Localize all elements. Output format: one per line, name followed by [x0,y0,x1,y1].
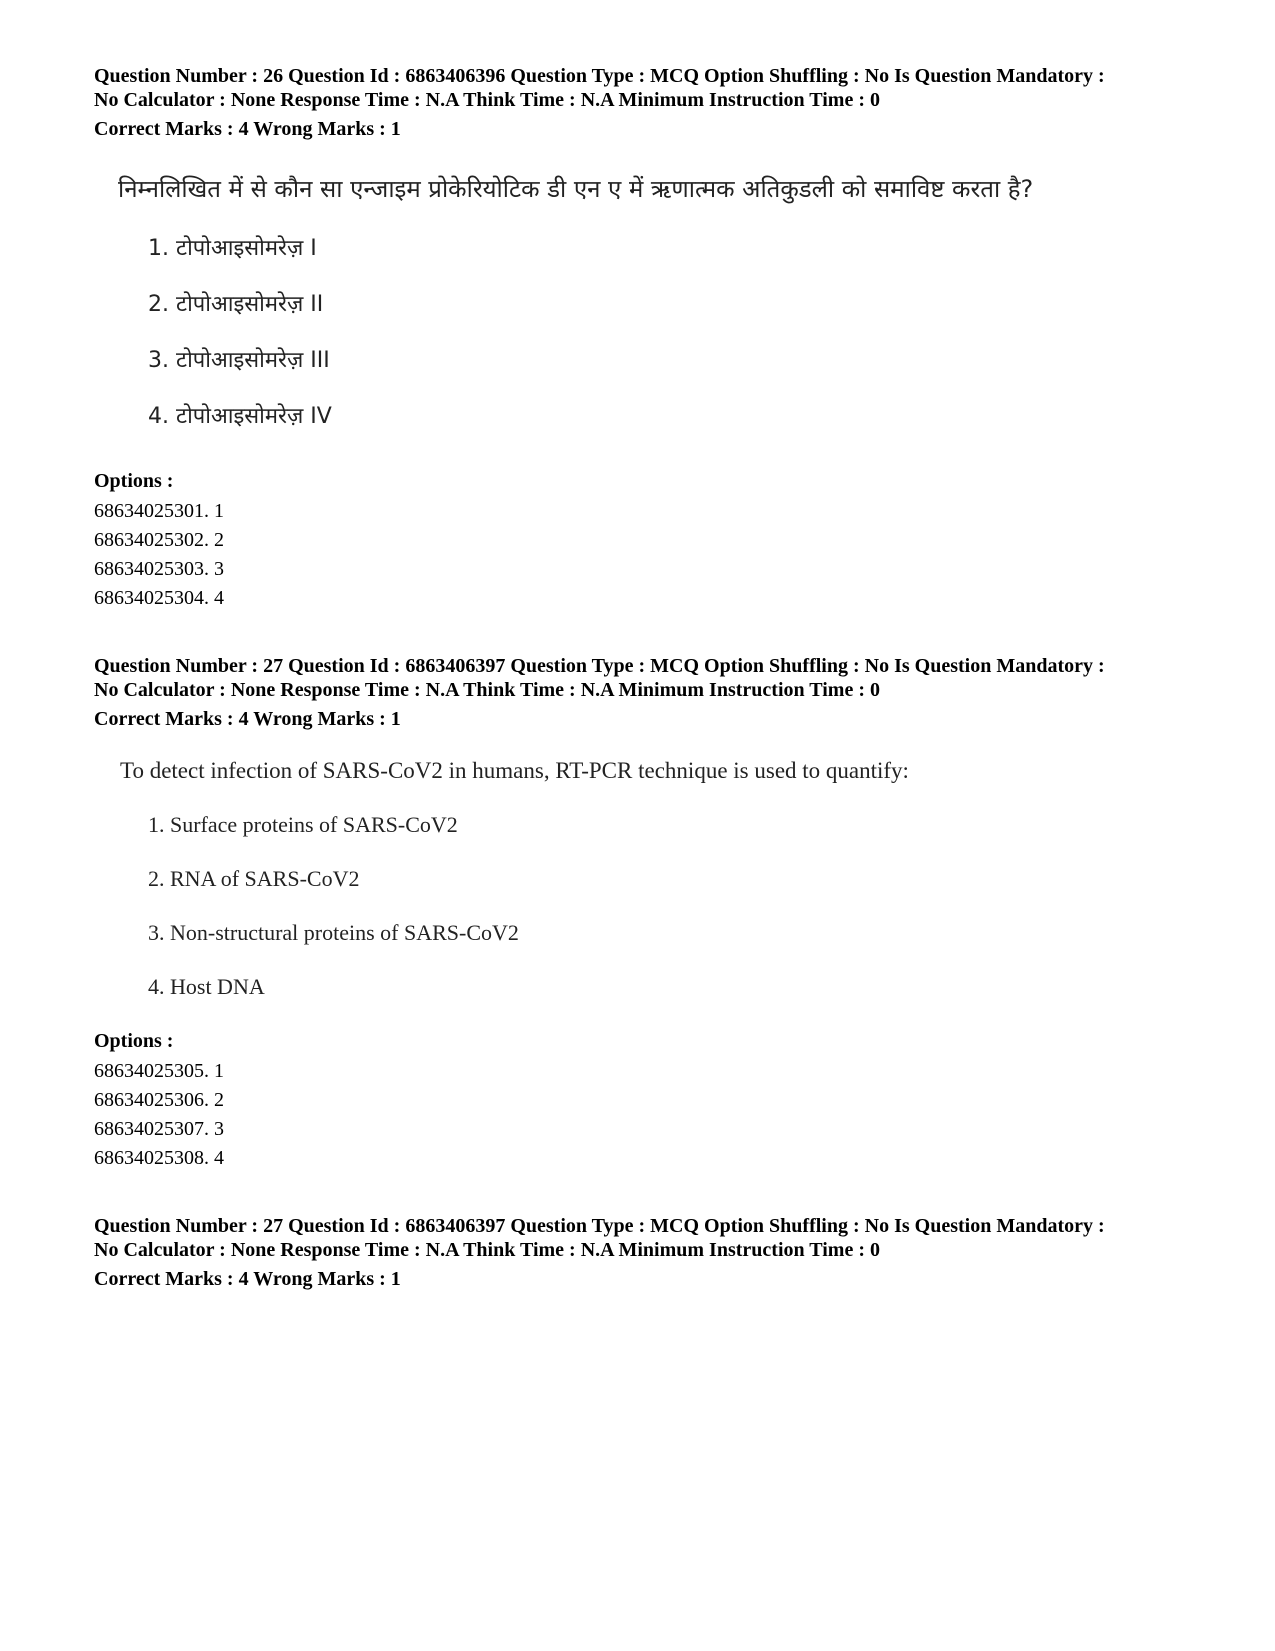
option-item: 68634025307. 3 [94,1118,224,1140]
question-item: 1. टोपोआइसोमरेज़ I [148,236,317,261]
question-meta-line1: Question Number : 26 Question Id : 6863406396 Question Type : MCQ Option Shuffling : No Is Question Mandatory : [94,65,1105,87]
option-item: 68634025306. 2 [94,1089,224,1111]
question-block-27-repeat [94,1214,1214,1291]
question-item: 3. टोपोआइसोमरेज़ III [148,348,330,373]
option-item: 68634025302. 2 [94,529,224,551]
option-item: 68634025304. 4 [94,587,224,609]
option-item: 68634025305. 1 [94,1060,224,1082]
options-block [94,470,224,613]
question-block-27 [94,654,1214,731]
options-block [94,1030,224,1173]
question-item: 4. टोपोआइसोमरेज़ IV [148,404,332,429]
question-meta-line2: No Calculator : None Response Time : N.A Think Time : N.A Minimum Instruction Time : 0 [94,679,880,701]
option-item: 68634025301. 1 [94,500,224,522]
question-item: 2. RNA of SARS-CoV2 [148,866,360,891]
question-item: 3. Non-structural proteins of SARS-CoV2 [148,920,519,945]
question-item: 4. Host DNA [148,974,265,999]
question-marks: Correct Marks : 4 Wrong Marks : 1 [94,118,401,140]
option-item: 68634025308. 4 [94,1147,224,1169]
option-item: 68634025303. 3 [94,558,224,580]
question-meta-line1: Question Number : 27 Question Id : 6863406397 Question Type : MCQ Option Shuffling : No Is Question Mandatory : [94,655,1105,677]
question-text: To detect infection of SARS-CoV2 in humans, RT-PCR technique is used to quantify: [120,758,909,783]
question-meta-line2: No Calculator : None Response Time : N.A Think Time : N.A Minimum Instruction Time : 0 [94,89,880,111]
question-text: निम्नलिखित में से कौन सा एन्जाइम प्रोकेरियोटिक डी एन ए में ऋणात्मक अतिकुडली को समाविष्ट करता है? [118,175,1034,203]
question-meta-line1: Question Number : 27 Question Id : 6863406397 Question Type : MCQ Option Shuffling : No Is Question Mandatory : [94,1215,1105,1237]
options-label: Options : [94,1030,174,1052]
question-marks: Correct Marks : 4 Wrong Marks : 1 [94,708,401,730]
question-meta-line2: No Calculator : None Response Time : N.A Think Time : N.A Minimum Instruction Time : 0 [94,1239,880,1261]
question-item: 2. टोपोआइसोमरेज़ II [148,292,324,317]
question-marks: Correct Marks : 4 Wrong Marks : 1 [94,1268,401,1290]
question-block-26 [94,64,1214,141]
options-label: Options : [94,470,174,492]
question-item: 1. Surface proteins of SARS-CoV2 [148,812,458,837]
